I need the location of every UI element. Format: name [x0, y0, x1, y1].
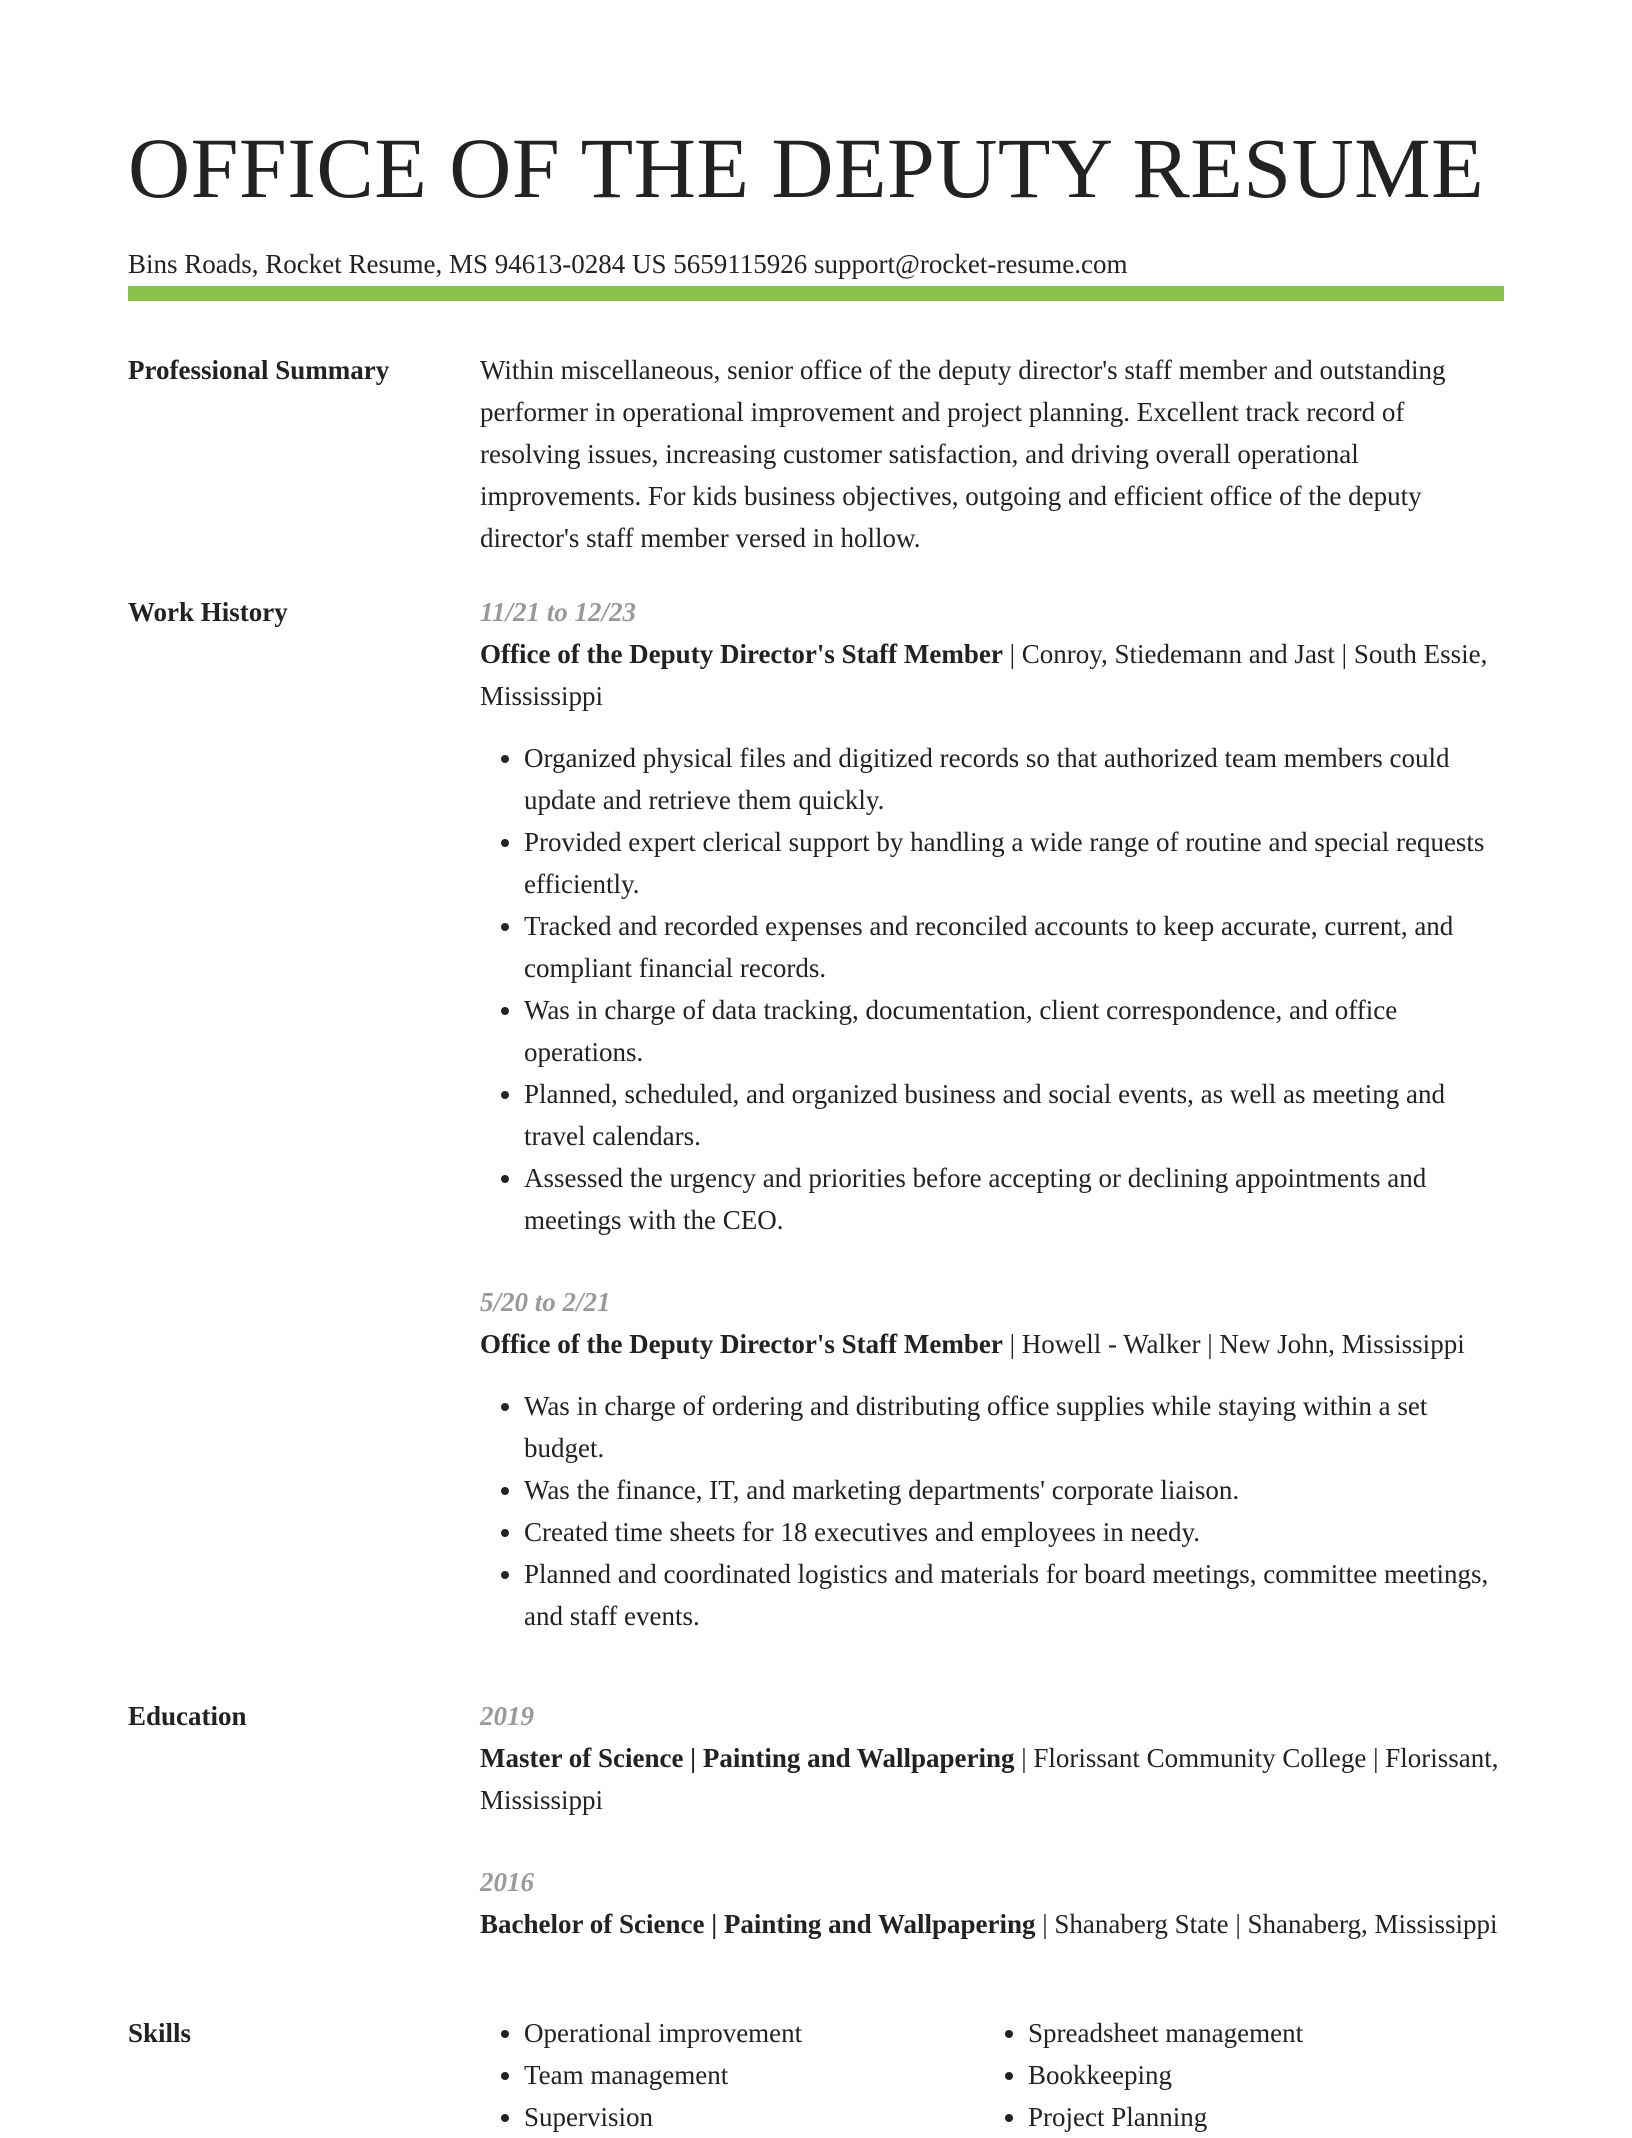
degree-title: Bachelor of Science | Painting and Wallpapering [480, 1909, 1036, 1939]
contact-line: Bins Roads, Rocket Resume, MS 94613-0284 US 5659115926 support@rocket-resume.com [128, 249, 1128, 279]
education-heading [480, 1737, 1504, 1821]
job-heading [480, 1323, 1504, 1365]
education-entry [480, 1861, 1504, 1945]
list-item: • Tracked and recorded expenses and reconciled accounts to keep accurate, current, and compliant financial records. [524, 905, 1504, 989]
section-heading-summary: Professional Summary [128, 355, 390, 385]
job-bullets [480, 737, 1504, 1241]
job-entry [480, 591, 1504, 1241]
job-bullets [480, 1385, 1504, 1637]
degree-title: Master of Science | Painting and Wallpapering [480, 1743, 1015, 1773]
list-item: • Was in charge of ordering and distributing office supplies while staying within a set budget. [524, 1385, 1504, 1469]
job-dates: 11/21 to 12/23 [480, 597, 637, 627]
skills-list-right [984, 2012, 1488, 2138]
job-title: Office of the Deputy Director's Staff Member [480, 1329, 1003, 1359]
list-item: • Operational improvement [524, 2012, 984, 2054]
education-body [480, 1695, 1504, 1945]
education-details: | Florissant Community College | Florissant, Mississippi [480, 1743, 1499, 1815]
list-item: • Assessed the urgency and priorities before accepting or declining appointments and meetings with the CEO. [524, 1157, 1504, 1241]
list-item: • Created time sheets for 18 executives and employees in needy. [524, 1511, 1504, 1553]
list-item: • Planned and coordinated logistics and materials for board meetings, committee meetings, and staff events. [524, 1553, 1504, 1637]
job-entry [480, 1281, 1504, 1637]
list-item: • Planned, scheduled, and organized business and social events, as well as meeting and travel calendars. [524, 1073, 1504, 1157]
summary-text: Within miscellaneous, senior office of the deputy director's staff member and outstanding performer in operational improvement and project planning. Excellent track record of resolving issues, increasing customer satisfaction, and driving overall operational improvements. For kids business objectives, outgoing and efficient office of the deputy director's staff member versed in hollow. [480, 355, 1446, 553]
section-heading-skills: Skills [128, 2018, 192, 2048]
list-item: • Supervision [524, 2096, 984, 2138]
list-item: • Organized physical files and digitized records so that authorized team members could update and retrieve them quickly. [524, 737, 1504, 821]
list-item: • Was in charge of data tracking, documentation, client correspondence, and office operations. [524, 989, 1504, 1073]
skills-columns [480, 2012, 1504, 2138]
education-year: 2019 [480, 1701, 534, 1731]
education-heading [480, 1903, 1504, 1945]
education-entry [480, 1695, 1504, 1821]
education-year: 2016 [480, 1867, 534, 1897]
accent-divider [128, 286, 1504, 301]
list-item: • Project Planning [1028, 2096, 1488, 2138]
work-history-body [480, 591, 1504, 1637]
job-dates: 5/20 to 2/21 [480, 1287, 611, 1317]
job-details: | Howell - Walker | New John, Mississippi [1002, 1329, 1465, 1359]
list-item: • Team management [524, 2054, 984, 2096]
job-title: Office of the Deputy Director's Staff Member [480, 639, 1003, 669]
list-item: • Was the finance, IT, and marketing departments' corporate liaison. [524, 1469, 1504, 1511]
candidate-name: OFFICE OF THE DEPUTY RESUME [128, 120, 1485, 216]
list-item: • Provided expert clerical support by handling a wide range of routine and special requests efficiently. [524, 821, 1504, 905]
education-details: | Shanaberg State | Shanaberg, Mississippi [1035, 1909, 1498, 1939]
skills-list-left [480, 2012, 984, 2138]
job-heading [480, 633, 1504, 717]
list-item: • Bookkeeping [1028, 2054, 1488, 2096]
job-details: | Conroy, Stiedemann and Jast | South Essie, Mississippi [480, 639, 1488, 711]
summary-body [480, 349, 1504, 559]
section-heading-work-history: Work History [128, 597, 288, 627]
section-heading-education: Education [128, 1701, 247, 1731]
skills-body [480, 2012, 1504, 2138]
list-item: • Spreadsheet management [1028, 2012, 1488, 2054]
resume-header [128, 118, 1504, 282]
